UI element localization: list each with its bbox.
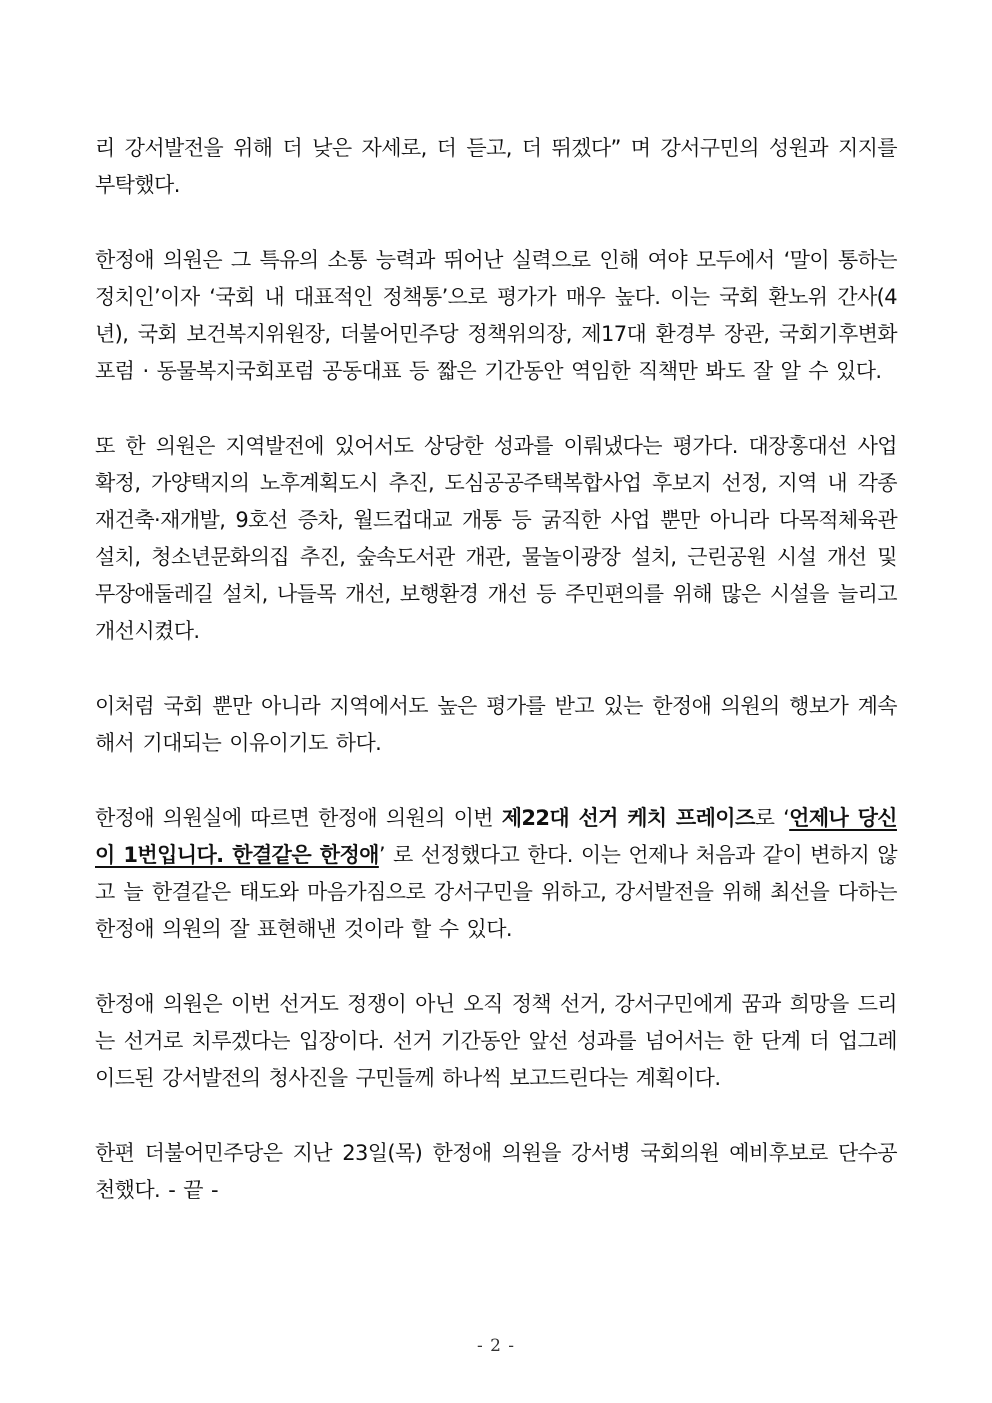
catchphrase-intro-text: 한정애 의원실에 따르면 한정애 의원의 이번 — [95, 806, 502, 830]
paragraph-expectation: 이처럼 국회 뿐만 아니라 지역에서도 높은 평가를 받고 있는 한정애 의원의 행보가 계속해서 기대되는 이유이기도 하다. — [95, 694, 897, 755]
catchphrase-label: 제22대 선거 케치 프레이즈 — [501, 806, 755, 830]
paragraph-local-achievements: 또 한 의원은 지역발전에 있어서도 상당한 성과를 이뤄냈다는 평가다. 대장홍대선 사업 확정, 가양택지의 노후계획도시 추진, 도심공공주택복합사업 후보지 선정, 지역 내 각종 재건축·재개발, 9호선 증차, 월드컵대교 개통 등 굵직한 사업 뿐만 아니라 다목적체육관 설치, 청소년문화의집 추진, 숲속도서관 개관, 물놀이광장 설치, 근린공원 시설 개선 및 무장애둘레길 설치, 나들목 개선, 보행환경 개선 등 주민편의를 위해 많은 시설을 늘리고 개선시켰다. — [95, 434, 897, 643]
paragraph-catchphrase — [95, 800, 897, 948]
paragraph-nomination: 한편 더불어민주당은 지난 23일(목) 한정애 의원을 강서병 국회의원 예비후보로 단수공천했다. - 끝 - — [95, 1141, 897, 1202]
catchphrase-connector-text: 로 ‘ — [754, 806, 790, 830]
paragraph-election-stance: 한정애 의원은 이번 선거도 정쟁이 아닌 오직 정책 선거, 강서구민에게 꿈과 희망을 드리는 선거로 치루겠다는 입장이다. 선거 기간동안 앞선 성과를 넘어서는 한 단계 더 업그레이드된 강서발전의 청사진을 구민들께 하나씩 보고드린다는 계획이다. — [95, 992, 897, 1090]
document-body — [95, 130, 897, 1247]
campaign-slogan: 언제나 당신이 1번입니다. 한결같은 한정애 — [95, 806, 897, 867]
page-number: - 2 - — [476, 1336, 516, 1356]
paragraph-reputation: 한정애 의원은 그 특유의 소통 능력과 뛰어난 실력으로 인해 여야 모두에서 ‘말이 통하는 정치인’이자 ‘국회 내 대표적인 정책통’으로 평가가 매우 높다. 이는 국회 환노위 간사(4년), 국회 보건복지위원장, 더불어민주당 정책위의장, 제17대 환경부 장관, 국회기후변화포럼 · 동물복지국회포럼 공동대표 등 짧은 기간동안 역임한 직책만 봐도 잘 알 수 있다. — [95, 248, 897, 383]
catchphrase-explanation-text: ’ 로 선정했다고 한다. 이는 언제나 처음과 같이 변하지 않고 늘 한결같은 태도와 마음가짐으로 강서구민을 위하고, 강서발전을 위해 최선을 다하는 한정애 의원의 잘 표현해낸 것이라 할 수 있다. — [95, 843, 897, 941]
paragraph-closing-quote: 리 강서발전을 위해 더 낮은 자세로, 더 듣고, 더 뛰겠다” 며 강서구민의 성원과 지지를 부탁했다. — [95, 136, 897, 197]
